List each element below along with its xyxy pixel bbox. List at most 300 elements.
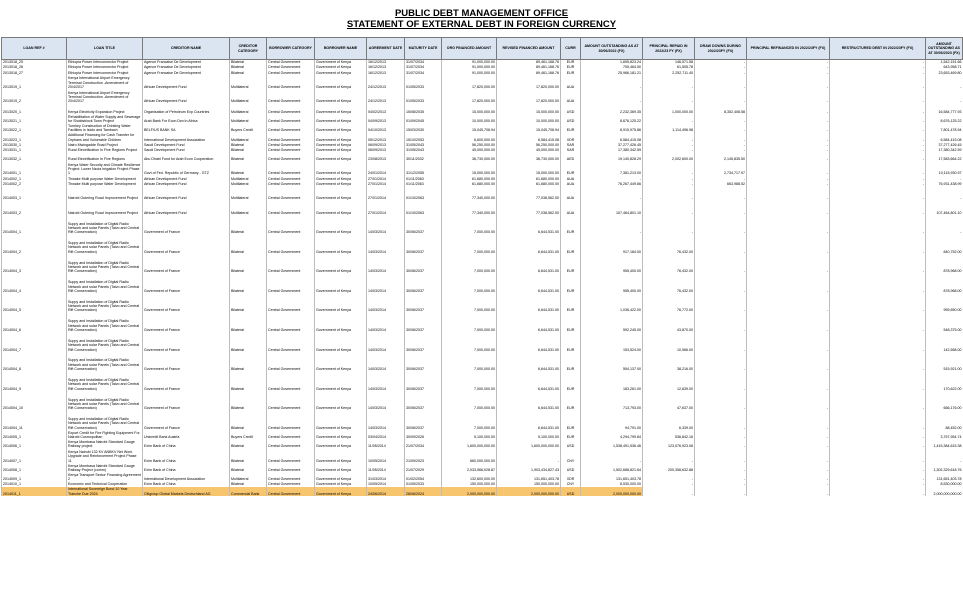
cell-draw-downs: - (695, 274, 747, 294)
cell-currency: AUA (561, 186, 581, 200)
cell-amount-outstanding-2022: 6,584,415.08 (581, 133, 643, 142)
cell-amount-outstanding-2022: 1,538,491,536.46 (581, 439, 643, 448)
column-header: CURR (561, 38, 581, 60)
cell-amount-outstanding-2022: 592,245.00 (581, 313, 643, 333)
cell-restructured-debt: - (830, 463, 926, 472)
cell-creditor-category: Multilateral (230, 89, 267, 103)
cell-currency: SAR (561, 142, 581, 147)
cell-amount-outstanding-2022: 8,915,975.86 (581, 123, 643, 132)
cell-amount-outstanding-2023: 666,176.00 (926, 391, 963, 411)
cell-agreement-date: 24/12/2013 (367, 75, 405, 89)
cell-principal-refinanced: - (747, 234, 830, 254)
cell-principal-repaid: - (643, 449, 695, 463)
cell-restructured-debt: - (830, 142, 926, 147)
cell-draw-downs: - (695, 176, 747, 181)
cell-agreement-date: 06/09/2013 (367, 142, 405, 147)
cell-revised-financed-amount: 6,644,531.00 (497, 411, 561, 431)
cell-org-financed-amount: 7,000,000.00 (442, 352, 497, 372)
cell-restructured-debt: - (830, 371, 926, 391)
cell-borrower-category: Central Government (267, 181, 315, 186)
column-header: CREDITOR NAME (143, 38, 230, 60)
cell-amount-outstanding-2022: 917,184.00 (581, 234, 643, 254)
cell-currency: XDR (561, 133, 581, 142)
cell-borrower-name: Government of Kenya (315, 186, 367, 200)
cell-maturity-date: 30/06/2037 (405, 411, 442, 431)
cell-creditor-category: Bilateral (230, 482, 267, 487)
cell-creditor-category: Multilateral (230, 181, 267, 186)
cell-currency: EUR (561, 234, 581, 254)
cell-agreement-date: 14/03/2014 (367, 215, 405, 235)
cell-borrower-category: Central Government (267, 411, 315, 431)
cell-creditor-name: Exim Bank of China (143, 482, 230, 487)
cell-loan-ref: 2013018_25 (2, 60, 67, 65)
cell-borrower-category: Central Government (267, 371, 315, 391)
column-header: MATURITY DATE (405, 38, 442, 60)
cell-principal-repaid: - (643, 133, 695, 142)
cell-borrower-name: Government of Kenya (315, 439, 367, 448)
cell-principal-repaid: - (643, 114, 695, 123)
cell-agreement-date: 14/03/2014 (367, 411, 405, 431)
cell-principal-refinanced: - (747, 449, 830, 463)
cell-borrower-name: Government of Kenya (315, 133, 367, 142)
cell-borrower-name: Government of Kenya (315, 123, 367, 132)
cell-loan-ref: 2013021_1 (2, 114, 67, 123)
cell-borrower-name: Government of Kenya (315, 215, 367, 235)
cell-amount-outstanding-2022: 183,261.00 (581, 371, 643, 391)
cell-restructured-debt: - (830, 352, 926, 372)
cell-draw-downs: - (695, 75, 747, 89)
cell-loan-ref: 2014001_1 (2, 161, 67, 175)
cell-creditor-name: Government of France (143, 411, 230, 431)
cell-loan-title: Economic and Technical Cooperation (67, 482, 143, 487)
cell-borrower-category: Central Government (267, 200, 315, 214)
cell-creditor-name: African Development Fund (143, 89, 230, 103)
cell-amount-outstanding-2022: - (581, 186, 643, 200)
cell-principal-repaid: - (643, 75, 695, 89)
cell-creditor-name: Government of France (143, 274, 230, 294)
cell-restructured-debt: - (830, 147, 926, 152)
cell-draw-downs: - (695, 482, 747, 487)
cell-borrower-category: Central Government (267, 293, 315, 313)
cell-amount-outstanding-2022: 76,267,449.66 (581, 181, 643, 186)
cell-org-financed-amount: 7,000,000.00 (442, 254, 497, 274)
table-row (2, 487, 963, 496)
cell-amount-outstanding-2023: - (926, 75, 963, 89)
cell-draw-downs: 663,988.52 (695, 181, 747, 186)
cell-revised-financed-amount: 77,038,562.00 (497, 186, 561, 200)
cell-agreement-date: 10/05/2014 (367, 449, 405, 463)
cell-principal-refinanced: - (747, 186, 830, 200)
cell-borrower-name: Government of Kenya (315, 332, 367, 352)
cell-maturity-date: 31/07/2034 (405, 70, 442, 75)
cell-loan-ref: 2014007_1 (2, 449, 67, 463)
cell-borrower-category: Central Government (267, 449, 315, 463)
cell-principal-repaid: 47,637.00 (643, 391, 695, 411)
cell-creditor-category: Commercial Bank (230, 487, 267, 496)
cell-currency: XDR (561, 472, 581, 481)
cell-amount-outstanding-2022: 17,380,342.59 (581, 147, 643, 152)
cell-amount-outstanding-2023: 2,000,000,000.00 (926, 487, 963, 496)
cell-agreement-date: 14/03/2014 (367, 332, 405, 352)
cell-maturity-date: 15/08/2035 (405, 104, 442, 114)
cell-creditor-category: Bilateral (230, 70, 267, 75)
cell-creditor-category: Bilateral (230, 332, 267, 352)
cell-loan-ref: 2014004_10 (2, 391, 67, 411)
cell-amount-outstanding-2023: 8,530,000.00 (926, 482, 963, 487)
cell-maturity-date: 15/10/2053 (405, 133, 442, 142)
cell-maturity-date: 30/06/2037 (405, 215, 442, 235)
cell-currency: EUR (561, 371, 581, 391)
table-row (2, 75, 963, 89)
cell-agreement-date: 10/05/2014 (367, 482, 405, 487)
cell-principal-refinanced: - (747, 181, 830, 186)
cell-revised-financed-amount: 6,644,531.00 (497, 215, 561, 235)
cell-revised-financed-amount: 6,644,531.00 (497, 274, 561, 294)
cell-revised-financed-amount: 77,038,562.00 (497, 200, 561, 214)
cell-creditor-name: Agence Francaise De Development (143, 70, 230, 75)
cell-creditor-name: BELFIUS BANK SA (143, 123, 230, 132)
cell-principal-refinanced: - (747, 70, 830, 75)
cell-loan-title: Ethiopia Power Interconnector Project (67, 70, 143, 75)
cell-creditor-category: Multilateral (230, 472, 267, 481)
cell-amount-outstanding-2023: 23,653,469.80 (926, 70, 963, 75)
cell-principal-refinanced: - (747, 161, 830, 175)
cell-principal-refinanced: - (747, 472, 830, 481)
cell-restructured-debt: - (830, 89, 926, 103)
cell-draw-downs: - (695, 114, 747, 123)
cell-loan-title: Ethiopia Power Interconnector Project (67, 60, 143, 65)
cell-loan-ref: 2014009_1 (2, 472, 67, 481)
cell-org-financed-amount: 77,340,000.00 (442, 200, 497, 214)
cell-creditor-name: Govt of Fed. Republic of Germany - GTZ (143, 161, 230, 175)
cell-loan-title: Kenya Mombasa Nairobi Standard Gauge Railway Project (comm) (67, 463, 143, 472)
cell-principal-repaid: 76,772.00 (643, 293, 695, 313)
cell-maturity-date: 30/06/2037 (405, 234, 442, 254)
table-row (2, 411, 963, 431)
cell-maturity-date: 01/11/2063 (405, 181, 442, 186)
cell-creditor-category: Bilateral (230, 161, 267, 175)
cell-loan-ref: 2014004_1 (2, 215, 67, 235)
cell-amount-outstanding-2022: 955,400.00 (581, 254, 643, 274)
cell-draw-downs: - (695, 70, 747, 75)
cell-restructured-debt: - (830, 332, 926, 352)
cell-borrower-category: Central Government (267, 274, 315, 294)
cell-draw-downs: 2,145,835.50 (695, 152, 747, 161)
cell-currency: EUR (561, 215, 581, 235)
cell-maturity-date: 01/05/2033 (405, 89, 442, 103)
cell-org-financed-amount: 6,600,000.00 (442, 133, 497, 142)
cell-creditor-category: Bilateral (230, 215, 267, 235)
cell-agreement-date: 05/12/2013 (367, 133, 405, 142)
cell-currency: USD (561, 114, 581, 123)
cell-loan-ref: 2014004_5 (2, 293, 67, 313)
cell-org-financed-amount: 17,820,000.00 (442, 89, 497, 103)
cell-amount-outstanding-2022: 955,400.00 (581, 274, 643, 294)
column-header: PRINCIPAL REFINANCED IN 2022/23FY (FX) (747, 38, 830, 60)
cell-borrower-category: Central Government (267, 70, 315, 75)
cell-restructured-debt: - (830, 200, 926, 214)
cell-principal-repaid: 76,432.00 (643, 254, 695, 274)
cell-restructured-debt: - (830, 181, 926, 186)
cell-loan-ref: 2013019_2 (2, 89, 67, 103)
cell-amount-outstanding-2023: 76,931,438.99 (926, 181, 963, 186)
cell-loan-ref: 2014003_1 (2, 186, 67, 200)
cell-principal-refinanced: - (747, 391, 830, 411)
cell-revised-financed-amount: 6,644,531.00 (497, 371, 561, 391)
cell-borrower-name: Government of Kenya (315, 65, 367, 70)
cell-currency: EUR (561, 254, 581, 274)
cell-org-financed-amount: 7,000,000.00 (442, 215, 497, 235)
cell-creditor-name: African Development Fund (143, 75, 230, 89)
cell-currency: EUR (561, 313, 581, 333)
cell-creditor-category: Multilateral (230, 200, 267, 214)
cell-borrower-name: Government of Kenya (315, 463, 367, 472)
cell-creditor-category: Bilateral (230, 463, 267, 472)
cell-org-financed-amount: 7,000,000.00 (442, 371, 497, 391)
cell-maturity-date: 01/11/2063 (405, 176, 442, 181)
cell-agreement-date: 24/01/2014 (367, 161, 405, 175)
cell-amount-outstanding-2022: - (581, 89, 643, 103)
cell-amount-outstanding-2023: 959,650.00 (926, 293, 963, 313)
cell-borrower-name: Government of Kenya (315, 430, 367, 439)
cell-creditor-name: Organisation of Petroleum Exp Countries (143, 104, 230, 114)
cell-org-financed-amount: 7,000,000.00 (442, 274, 497, 294)
cell-creditor-category: Buyers Credit (230, 430, 267, 439)
cell-loan-ref: 2013032_1 (2, 152, 67, 161)
cell-amount-outstanding-2022: 713,793.00 (581, 391, 643, 411)
cell-borrower-category: Central Government (267, 133, 315, 142)
cell-restructured-debt: - (830, 449, 926, 463)
cell-creditor-category: Bilateral (230, 391, 267, 411)
cell-borrower-name: Government of Kenya (315, 449, 367, 463)
cell-draw-downs: - (695, 472, 747, 481)
cell-principal-repaid: 10,966.00 (643, 332, 695, 352)
cell-agreement-date: 27/01/2014 (367, 200, 405, 214)
cell-loan-title: Nairobi Outering Road Improvement Project (67, 200, 143, 214)
cell-revised-financed-amount: 5,100,000.00 (497, 430, 561, 439)
cell-maturity-date: 30/06/2037 (405, 254, 442, 274)
cell-currency: CNY (561, 449, 581, 463)
cell-restructured-debt: - (830, 186, 926, 200)
cell-agreement-date: 27/01/2014 (367, 181, 405, 186)
cell-principal-repaid: 1,000,000.00 (643, 104, 695, 114)
cell-agreement-date: 03/04/2014 (367, 430, 405, 439)
cell-loan-ref: 2014004_2 (2, 234, 67, 254)
cell-borrower-name: Government of Kenya (315, 114, 367, 123)
cell-maturity-date: 30/09/2026 (405, 430, 442, 439)
cell-creditor-name: Arab Bank For Econ.Dev.In Africa (143, 114, 230, 123)
cell-currency: CNY (561, 482, 581, 487)
cell-amount-outstanding-2023: 1,302,329,618.76 (926, 463, 963, 472)
cell-org-financed-amount: 61,680,000.00 (442, 181, 497, 186)
table-row (2, 254, 963, 274)
table-row (2, 234, 963, 254)
cell-restructured-debt: - (830, 161, 926, 175)
cell-creditor-category: Bilateral (230, 449, 267, 463)
cell-loan-ref: 2014004_7 (2, 332, 67, 352)
cell-creditor-name: African Development Fund (143, 200, 230, 214)
cell-borrower-name: Government of Kenya (315, 234, 367, 254)
cell-maturity-date: 31/05/2043 (405, 147, 442, 152)
cell-org-financed-amount: 7,000,000.00 (442, 391, 497, 411)
cell-agreement-date: 14/03/2014 (367, 313, 405, 333)
cell-borrower-name: Government of Kenya (315, 104, 367, 114)
cell-agreement-date: 16/12/2013 (367, 70, 405, 75)
cell-principal-repaid: - (643, 176, 695, 181)
cell-amount-outstanding-2022: 1,036,422.00 (581, 293, 643, 313)
cell-amount-outstanding-2023: 88,452.00 (926, 411, 963, 431)
cell-amount-outstanding-2023: 10,115,930.97 (926, 161, 963, 175)
cell-draw-downs: - (695, 186, 747, 200)
cell-draw-downs: - (695, 371, 747, 391)
cell-loan-title: Suppy and Installation of Digital Radio Network and solar Panels (Taivo and Central Rift Conservation) (67, 293, 143, 313)
cell-org-financed-amount: 660,000,000.00 (442, 449, 497, 463)
cell-maturity-date: 21/09/2023 (405, 449, 442, 463)
cell-principal-refinanced: - (747, 371, 830, 391)
cell-revised-financed-amount: 17,820,000.00 (497, 89, 561, 103)
cell-agreement-date: 14/03/2014 (367, 352, 405, 372)
cell-amount-outstanding-2022: 8,676,125.22 (581, 114, 643, 123)
cell-principal-refinanced: - (747, 75, 830, 89)
cell-principal-refinanced: - (747, 215, 830, 235)
cell-currency: USD (561, 463, 581, 472)
cell-principal-refinanced: - (747, 313, 830, 333)
cell-revised-financed-amount: 89,461,168.76 (497, 70, 561, 75)
cell-borrower-name: Government of Kenya (315, 147, 367, 152)
cell-creditor-name: Agence Francaise De Development (143, 60, 230, 65)
table-row (2, 391, 963, 411)
column-header: RESTRUCTURED DEBT IN 2022/23FY (FX) (830, 38, 926, 60)
cell-currency: EUR (561, 123, 581, 132)
cell-org-financed-amount: 61,680,000.00 (442, 176, 497, 181)
cell-revised-financed-amount: 6,644,531.00 (497, 313, 561, 333)
cell-revised-financed-amount: 2,000,000,000.00 (497, 487, 561, 496)
cell-principal-repaid: 38,216.00 (643, 352, 695, 372)
cell-borrower-name: Government of Kenya (315, 89, 367, 103)
cell-borrower-category: Central Government (267, 463, 315, 472)
cell-loan-title: Thwake Multi purpose Water Development (67, 176, 143, 181)
cell-maturity-date: 01/09/2045 (405, 114, 442, 123)
cell-borrower-category: Central Government (267, 161, 315, 175)
cell-principal-refinanced: - (747, 200, 830, 214)
cell-principal-refinanced: - (747, 65, 830, 70)
cell-creditor-name: Unicredit Bank Austria (143, 430, 230, 439)
cell-principal-repaid: - (643, 186, 695, 200)
cell-principal-refinanced: - (747, 123, 830, 132)
cell-creditor-category: Bilateral (230, 411, 267, 431)
cell-principal-refinanced: - (747, 142, 830, 147)
cell-amount-outstanding-2022: 153,524.00 (581, 332, 643, 352)
cell-restructured-debt: - (830, 70, 926, 75)
cell-maturity-date: 28/06/2024 (405, 487, 442, 496)
cell-loan-title: Kenya Nairobi 132 KV ANBKV Net Work Upgrade and Reinforcement Project Phase 11 (67, 449, 143, 463)
cell-borrower-category: Central Government (267, 75, 315, 89)
table-row (2, 200, 963, 214)
column-header: REVISED FINANCED AMOUNT (497, 38, 561, 60)
cell-amount-outstanding-2022: 7,381,213.00 (581, 161, 643, 175)
table-row (2, 430, 963, 439)
cell-creditor-name: Saudi Development Fund (143, 147, 230, 152)
cell-borrower-category: Central Government (267, 123, 315, 132)
table-header-row (2, 38, 963, 60)
cell-borrower-name: Government of Kenya (315, 254, 367, 274)
cell-org-financed-amount: 56,250,000.00 (442, 142, 497, 147)
cell-currency: EUR (561, 60, 581, 65)
cell-maturity-date: 31/07/2034 (405, 65, 442, 70)
cell-borrower-name: Government of Kenya (315, 70, 367, 75)
cell-draw-downs: - (695, 147, 747, 152)
cell-draw-downs: - (695, 463, 747, 472)
cell-amount-outstanding-2022: - (581, 176, 643, 181)
cell-principal-repaid: - (643, 161, 695, 175)
cell-revised-financed-amount: 1,600,000,000.00 (497, 439, 561, 448)
cell-loan-ref: 2014004_6 (2, 313, 67, 333)
cell-loan-title: Kenya Electricity Expansion Project (67, 104, 143, 114)
cell-amount-outstanding-2022: 19,140,828.29 (581, 152, 643, 161)
table-row (2, 449, 963, 463)
cell-loan-title: Suppy and Installation of Digital Radio Network and solar Panels (Taivo and Central Rift Conservation) (67, 411, 143, 431)
cell-loan-title: Ethiopia Power Interconnector Project (67, 65, 143, 70)
cell-creditor-category: Bilateral (230, 234, 267, 254)
cell-agreement-date: 11/05/2014 (367, 463, 405, 472)
cell-creditor-category: Bilateral (230, 313, 267, 333)
cell-creditor-name: Saudi Development Fund (143, 142, 230, 147)
cell-borrower-category: Central Government (267, 472, 315, 481)
cell-amount-outstanding-2023: 643,958.71 (926, 65, 963, 70)
cell-draw-downs: - (695, 215, 747, 235)
cell-revised-financed-amount: 15,000,000.00 (497, 161, 561, 175)
cell-restructured-debt: - (830, 60, 926, 65)
cell-restructured-debt: - (830, 75, 926, 89)
cell-creditor-name: Government of France (143, 371, 230, 391)
cell-draw-downs: - (695, 487, 747, 496)
cell-loan-ref: 2013023_1 (2, 133, 67, 142)
cell-creditor-category: Multilateral (230, 75, 267, 89)
cell-amount-outstanding-2022: 1,502,688,821.64 (581, 463, 643, 472)
cell-amount-outstanding-2023: - (926, 215, 963, 235)
cell-draw-downs: - (695, 200, 747, 214)
cell-currency: EUR (561, 65, 581, 70)
cell-loan-ref: 2013018_27 (2, 70, 67, 75)
cell-amount-outstanding-2023: - (926, 449, 963, 463)
cell-creditor-category: Bilateral (230, 60, 267, 65)
cell-loan-ref: 2014004_4 (2, 274, 67, 294)
cell-draw-downs: - (695, 234, 747, 254)
cell-amount-outstanding-2023: 878,968.00 (926, 274, 963, 294)
cell-principal-repaid: - (643, 215, 695, 235)
cell-revised-financed-amount: 36,730,000.00 (497, 152, 561, 161)
cell-loan-ref: 2014011_1 (2, 487, 67, 496)
table-row (2, 293, 963, 313)
cell-agreement-date: 27/01/2014 (367, 176, 405, 181)
cell-borrower-category: Central Government (267, 104, 315, 114)
cell-revised-financed-amount: 6,584,415.08 (497, 133, 561, 142)
cell-loan-title: Kenya International Airport Emergency Terminal Construction -Amendment of 20/4/2017 (67, 75, 143, 89)
cell-amount-outstanding-2022: 25,966,181.21 (581, 70, 643, 75)
cell-loan-ref: 2013031_1 (2, 147, 67, 152)
cell-loan-title: Kenya Mombasa Nairobi Standard Gauge Railway project (67, 439, 143, 448)
cell-amount-outstanding-2022: 4,294,799.84 (581, 430, 643, 439)
cell-creditor-name: Government of France (143, 391, 230, 411)
cell-agreement-date: 31/03/2014 (367, 472, 405, 481)
cell-loan-ref: 2013019_1 (2, 75, 67, 89)
column-header: LOAN REF # (2, 38, 67, 60)
cell-amount-outstanding-2022: 8,530,000.00 (581, 482, 643, 487)
cell-revised-financed-amount: 61,680,000.00 (497, 176, 561, 181)
cell-principal-refinanced: - (747, 352, 830, 372)
cell-loan-title: International Sovereign Bond 10 Year Tranche Due 2024 (67, 487, 143, 496)
cell-maturity-date: 30/06/2037 (405, 352, 442, 372)
